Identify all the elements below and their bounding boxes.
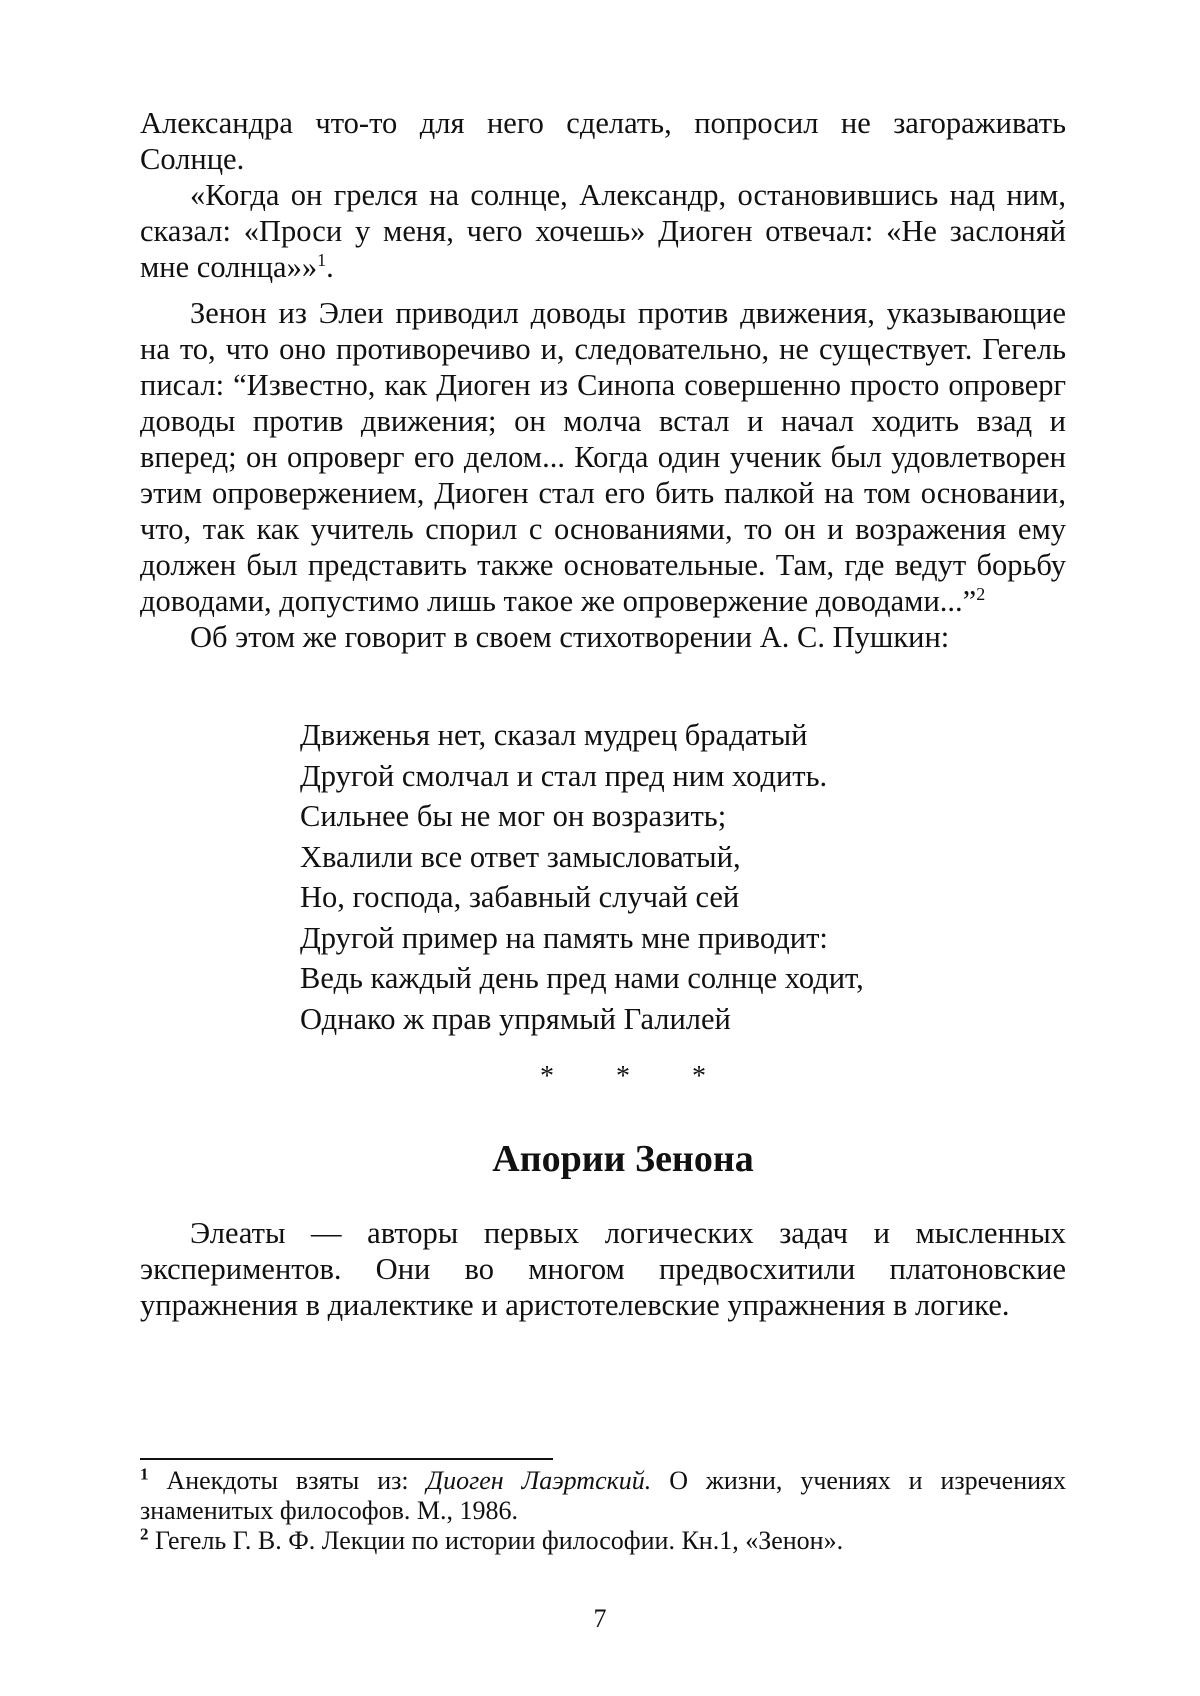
footnote-divider	[140, 1458, 553, 1460]
footnote-1-post: О жизни, учениях и изречениях знаменитых философов. М., 1986.	[140, 1466, 1066, 1525]
footnote-1-pre: Анекдоты взяты из:	[148, 1466, 427, 1495]
poem	[300, 715, 1066, 1039]
separator-star: *	[616, 1061, 630, 1092]
quote-text: «Когда он грелся на солнце, Александр, остановившись над ним, сказал: «Проси у меня, чего хочешь» Диоген отвечал: «Не заслоняй мне солнца»»	[140, 178, 1066, 284]
poem-line: Другой пример на память мне приводит:	[300, 920, 828, 955]
poem-line: Хвалили все ответ замысловатый,	[300, 839, 741, 874]
paragraph-quote	[140, 177, 1066, 285]
page-number: 7	[593, 1604, 607, 1633]
footnote-2-text: Гегель Г. В. Ф. Лекции по истории философии. Кн.1, «Зенон».	[148, 1526, 844, 1555]
footnote-mark-1: 1	[140, 1464, 149, 1484]
poem-line: Другой смолчал и стал пред ним ходить.	[300, 758, 828, 793]
poem-line: Движенья нет, сказал мудрец брадатый	[300, 718, 808, 752]
section-heading: Апории Зенона	[492, 1138, 754, 1180]
footnote-mark-2: 2	[140, 1524, 149, 1544]
poem-line: Но, господа, забавный случай сей	[300, 880, 740, 914]
footnote-1-author: Диоген Лаэртский.	[426, 1466, 652, 1495]
footnote-2	[140, 1526, 1066, 1556]
footnote-ref-2[interactable]: 2	[976, 583, 986, 604]
footnotes	[140, 1466, 1066, 1556]
footnote-1	[140, 1466, 1066, 1526]
page-body	[140, 105, 1066, 1323]
paragraph-eleatics: Элеаты — авторы первых логических задач и мысленных экспериментов. Они во многом предвосхитили платоновские упражнения в диалектике и аристотелевские упражнения в логике.	[140, 1216, 1066, 1322]
poem-line: Однако ж прав упрямый Галилей	[300, 1001, 731, 1036]
poem-line: Сильнее бы не мог он возразить;	[300, 799, 727, 833]
quote-tail: .	[326, 250, 334, 284]
paragraph-continuation: Александра что-то для него сделать, попросил не загораживать Солнце.	[140, 106, 1066, 176]
separator-star: *	[692, 1061, 706, 1092]
paragraph-pushkin-intro: Об этом же говорит в своем стихотворении А. С. Пушкин:	[190, 620, 950, 654]
section-separator	[140, 1061, 1066, 1093]
footnote-ref-1[interactable]: 1	[317, 249, 327, 270]
poem-line: Ведь каждый день пред нами солнце ходит,	[300, 961, 864, 995]
separator-star: *	[540, 1061, 554, 1092]
zeno-text: Зенон из Элеи приводил доводы против движения, указывающие на то, что оно противоречиво и, следовательно, не существует. Гегель писал: “Известно, как Диоген из Синопа совершенно просто опроверг доводы против движения; он молча встал и начал ходить взад и вперед; он опроверг его делом... Когда один ученик был удовлетворен этим опровержением, Диоген стал его бить палкой на том основании, что, так как учитель спорил с основаниями, то он и возражения ему должен был представить также основательные. Там, где ведут борьбу доводами, допустимо лишь такое же опровержение доводами...”	[140, 296, 1066, 618]
paragraph-zeno	[140, 295, 1066, 619]
